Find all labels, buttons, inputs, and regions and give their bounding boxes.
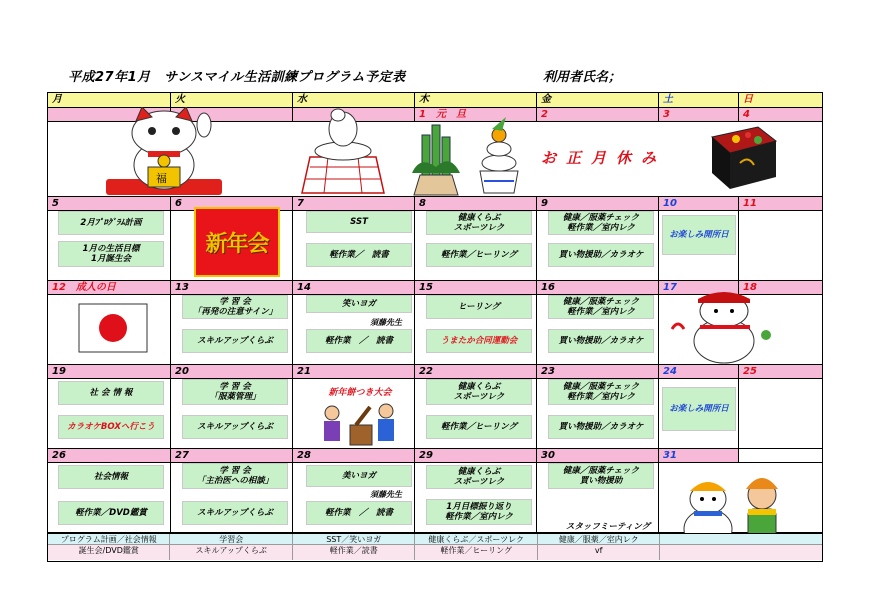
activity-wed-event: 新年餅つき大会 <box>328 388 392 398</box>
page-title: 平成27年1月 サンスマイル生活訓練プログラム予定表 <box>68 70 406 85</box>
activity-sat: お楽しみ開所日 <box>662 215 736 255</box>
footer-row-1 <box>48 533 822 545</box>
footer-cell: 軽作業／読書 <box>293 545 415 560</box>
jubako-box-icon <box>708 123 780 193</box>
activity-thu-bottom: うまたか合同運動会 <box>426 329 532 353</box>
activity-tue-bottom: スキルアップくらぶ <box>182 501 288 525</box>
japan-flag-icon <box>78 303 148 353</box>
activity-tue-top: 学 習 会 「服薬管理」 <box>182 379 288 405</box>
date-cell: 9 <box>537 197 659 211</box>
date-cell <box>739 449 822 463</box>
date-cell: 26 <box>48 449 171 463</box>
new-year-party-text: 新年会 <box>205 231 269 257</box>
activity-fri-top: 健康／服薬チェック 軽作業／室内レク <box>548 295 654 319</box>
activity-tue-bottom: スキルアップくらぶ <box>182 415 288 439</box>
footer-cell: 健康／服薬／室内レク <box>538 534 660 544</box>
date-cell: 31 <box>659 449 739 463</box>
day-header-sun: 日 <box>739 93 822 108</box>
activity-mon-bottom: カラオケBOXへ行こう <box>58 415 164 439</box>
activity-thu-top: 健康くらぶ スポーツレク <box>426 465 532 489</box>
activity-fri-bottom: 買い物援助／カラオケ <box>548 329 654 353</box>
date-cell: 19 <box>48 365 171 379</box>
calendar-grid <box>47 92 823 562</box>
activity-mon-bottom: 軽作業／DVD鑑賞 <box>58 501 164 525</box>
kagami-mochi-icon <box>288 101 398 197</box>
activity-fri-bottom: 買い物援助／カラオケ <box>548 243 654 267</box>
footer-row-2 <box>48 545 822 560</box>
activity-fri-bottom: 買い物援助／カラオケ <box>548 415 654 439</box>
activity-tue-bottom: スキルアップくらぶ <box>182 329 288 353</box>
activity-mon-top: 2月ﾌﾟﾛｸﾞﾗﾑ計画 <box>58 211 164 235</box>
activity-thu-top: 健康くらぶ スポーツレク <box>426 379 532 405</box>
footer-cell-empty <box>660 534 822 544</box>
decoration-icon <box>474 111 524 197</box>
footer-cell: 軽作業／ヒーリング <box>415 545 537 560</box>
activity-mon-top: 社 会 情 報 <box>58 381 164 405</box>
day-header-wed: 水 <box>293 93 415 108</box>
activity-fri-top: 健康／服薬チェック 買い物援助 <box>548 463 654 489</box>
date-cell: 5 <box>48 197 171 211</box>
date-cell: 25 <box>739 365 822 379</box>
activity-fri-top: 健康／服薬チェック 軽作業／室内レク <box>548 379 654 405</box>
footer-cell: プログラム計画／社会情報 <box>48 534 170 544</box>
cell-body <box>739 379 822 449</box>
activity-thu-top: ヒーリング <box>426 295 532 319</box>
footer-cell: 誕生会/DVD鑑賞 <box>48 545 170 560</box>
activity-wed-bottom: 軽作業／ 読書 <box>306 243 412 267</box>
day-header-tue: 火 <box>171 93 293 108</box>
footer-cell: SST／笑いヨガ <box>293 534 415 544</box>
date-cell: 1 元 旦 <box>415 108 537 122</box>
date-cell: 3 <box>659 108 739 122</box>
activity-sat: お楽しみ開所日 <box>662 387 736 431</box>
date-cell: 30 <box>537 449 659 463</box>
date-cell: 14 <box>293 281 415 295</box>
date-cell: 11 <box>739 197 822 211</box>
day-header-sat: 土 <box>659 93 739 108</box>
date-cell: 8 <box>415 197 537 211</box>
date-cell: 18 <box>739 281 822 295</box>
lucky-cat-icon <box>98 107 230 197</box>
date-cell: 21 <box>293 365 415 379</box>
activity-wed-top: SST <box>306 211 412 233</box>
new-year-party-sign <box>194 207 280 277</box>
date-cell: 23 <box>537 365 659 379</box>
footer-cell-empty <box>660 545 822 560</box>
day-header-mon: 月 <box>48 93 171 108</box>
date-cell: 20 <box>171 365 293 379</box>
date-cell: 13 <box>171 281 293 295</box>
date-cell: 16 <box>537 281 659 295</box>
activity-thu-bottom: 軽作業／ヒーリング <box>426 243 532 267</box>
new-year-holiday-text: お正月休み <box>541 149 667 167</box>
day-header-fri: 金 <box>537 93 659 108</box>
activity-wed-bottom: 軽作業 ／ 読書 <box>306 501 412 525</box>
date-cell: 17 <box>659 281 739 295</box>
cell-body <box>739 211 822 281</box>
day-header-thu: 木 <box>415 93 537 108</box>
date-cell: 28 <box>293 449 415 463</box>
date-cell: 4 <box>739 108 822 122</box>
date-cell: 15 <box>415 281 537 295</box>
date-cell: 10 <box>659 197 739 211</box>
activity-tue-top: 学 習 会 「主治医への相談」 <box>182 463 288 489</box>
activity-wed-bottom: 軽作業 ／ 読書 <box>306 329 412 353</box>
activity-tue-top: 学 習 会 「再発の注意サイン」 <box>182 295 288 319</box>
footer-cell: スキルアップくらぶ <box>170 545 292 560</box>
date-cell: 29 <box>415 449 537 463</box>
teacher-note: 須藤先生 <box>370 490 402 499</box>
activity-thu-bottom: 1月目標振り返り 軽作業／室内レク <box>426 499 532 525</box>
footer-cell: 健康くらぶ／スポーツレク <box>415 534 537 544</box>
svg-text:福: 福 <box>156 172 167 185</box>
activity-thu-bottom: 軽作業／ヒーリング <box>426 415 532 439</box>
activity-fri-top: 健康／服薬チェック 軽作業／室内レク <box>548 211 654 235</box>
date-cell: 12 成人の日 <box>48 281 171 295</box>
kadomatsu-icon <box>406 115 466 197</box>
activity-mon-top: 社会情報 <box>58 465 164 489</box>
date-cell: 24 <box>659 365 739 379</box>
date-cell: 22 <box>415 365 537 379</box>
teacher-note: 須藤先生 <box>370 318 402 327</box>
date-cell: 6 <box>171 197 293 211</box>
activity-wed-top: 笑いヨガ <box>306 295 412 313</box>
footer-cell: vf <box>538 545 660 560</box>
date-cell: 7 <box>293 197 415 211</box>
activity-wed-top: 美いヨガ <box>306 465 412 487</box>
footer-cell: 学習会 <box>170 534 292 544</box>
user-name-label: 利用者氏名； <box>543 70 622 85</box>
snowman-icon <box>662 289 782 365</box>
activity-thu-top: 健康くらぶ スポーツレク <box>426 211 532 235</box>
activity-fri-bottom: スタッフミーティング <box>565 522 651 532</box>
activity-mon-bottom: 1月の生活目標 1月誕生会 <box>58 241 164 267</box>
date-cell: 27 <box>171 449 293 463</box>
mochi-pounding-icon <box>310 403 410 449</box>
date-cell: 2 <box>537 108 659 122</box>
